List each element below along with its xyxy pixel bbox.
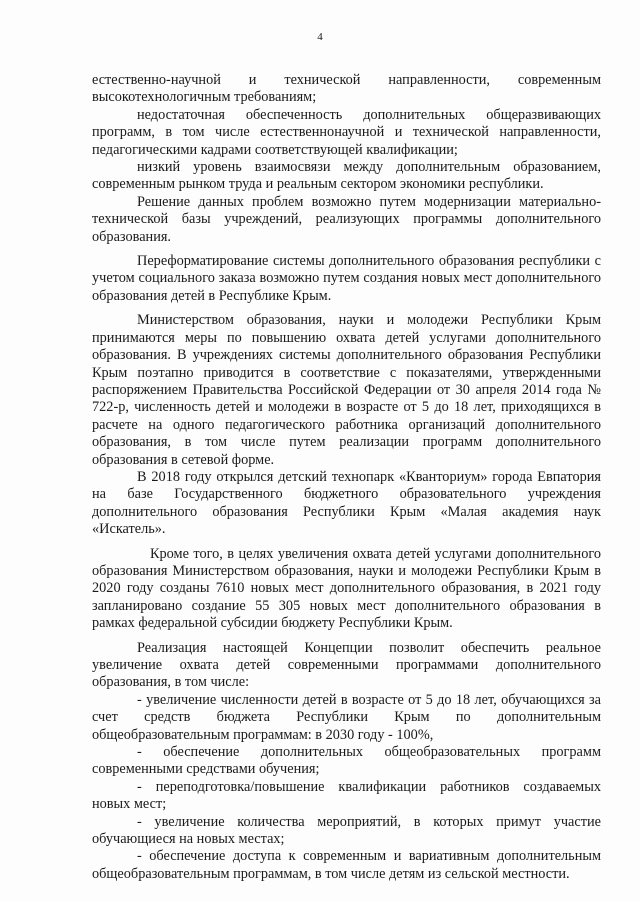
- paragraph-kvantorium: В 2018 году открылся детский технопарк «Кванториум» города Евпатория на базе Государственного бюджетного образовательного учреждения дополнительного образования Республики Крым «Малая академия наук «Искатель».: [92, 468, 601, 538]
- paragraph-reformatting: Переформатирование системы дополнительного образования республики с учетом социального заказа возможно путем создания новых мест дополнительного образования детей в Республике Крым.: [92, 253, 601, 304]
- paragraph-continuation: естественно-научной и технической направленности, современным высокотехнологичным требованиям;: [92, 72, 601, 106]
- list-item: - переподготовка/повышение квалификации работников создаваемых новых мест;: [92, 778, 601, 813]
- paragraph-weak-links: низкий уровень взаимосвязи между дополнительным образованием, современным рынком труда и реальным сектором экономики республики.: [92, 159, 601, 193]
- list-item: - увеличение численности детей в возрасте от 5 до 18 лет, обучающихся за счет средств бюджета Республики Крым по дополнительным общеобразовательным программам: в 2030 году - 100%,: [92, 691, 601, 743]
- document-body: [92, 72, 601, 883]
- list-item: - обеспечение дополнительных общеобразовательных программ современными средствами обучения;: [92, 744, 601, 778]
- paragraph-concept-results: Реализация настоящей Концепции позволит обеспечить реальное увеличение охвата детей современными программами дополнительного образования, в том числе:: [92, 639, 601, 691]
- paragraph-ministry-measures: Министерством образования, науки и молодежи Республики Крым принимаются меры по повышению охвата детей услугами дополнительного образования. В учреждениях системы дополнительного образования Республики Крым поэтапно приводится в соответствие с показателями, утвержденными распоряжением Правительства Российской Федерации от 30 апреля 2014 года № 722-р, численность детей и молодежи в возрасте от 5 до 18 лет, приходящихся в расчете на одного педагогического работника организаций дополнительного образования, в том числе путем реализации программ дополнительного образования в сетевой форме.: [92, 312, 601, 468]
- page-number: 4: [317, 31, 323, 43]
- list-item: - увеличение количества мероприятий, в которых примут участие обучающиеся на новых местах;: [92, 813, 601, 848]
- paragraph-solution: Решение данных проблем возможно путем модернизации материально-технической базы учреждений, реализующих программы дополнительного образования.: [92, 193, 601, 245]
- paragraph-staff-shortage: недостаточная обеспеченность дополнительных общеразвивающих программ, в том числе естественнонаучной и технической направленности, педагогическими кадрами соответствующей квалификации;: [92, 106, 601, 158]
- list-item: - обеспечение доступа к современным и вариативным дополнительным общеобразовательным программам, в том числе детям из сельской местности.: [92, 848, 601, 882]
- paragraph-new-places: Кроме того, в целях увеличения охвата детей услугами дополнительного образования Министерством образования, науки и молодежи Республики Крым в 2020 году созданы 7610 новых мест дополнительного образования, в 2021 году запланировано создание 55 305 новых мест дополнительного образования в рамках федеральной субсидии бюджету Республики Крым.: [92, 545, 601, 632]
